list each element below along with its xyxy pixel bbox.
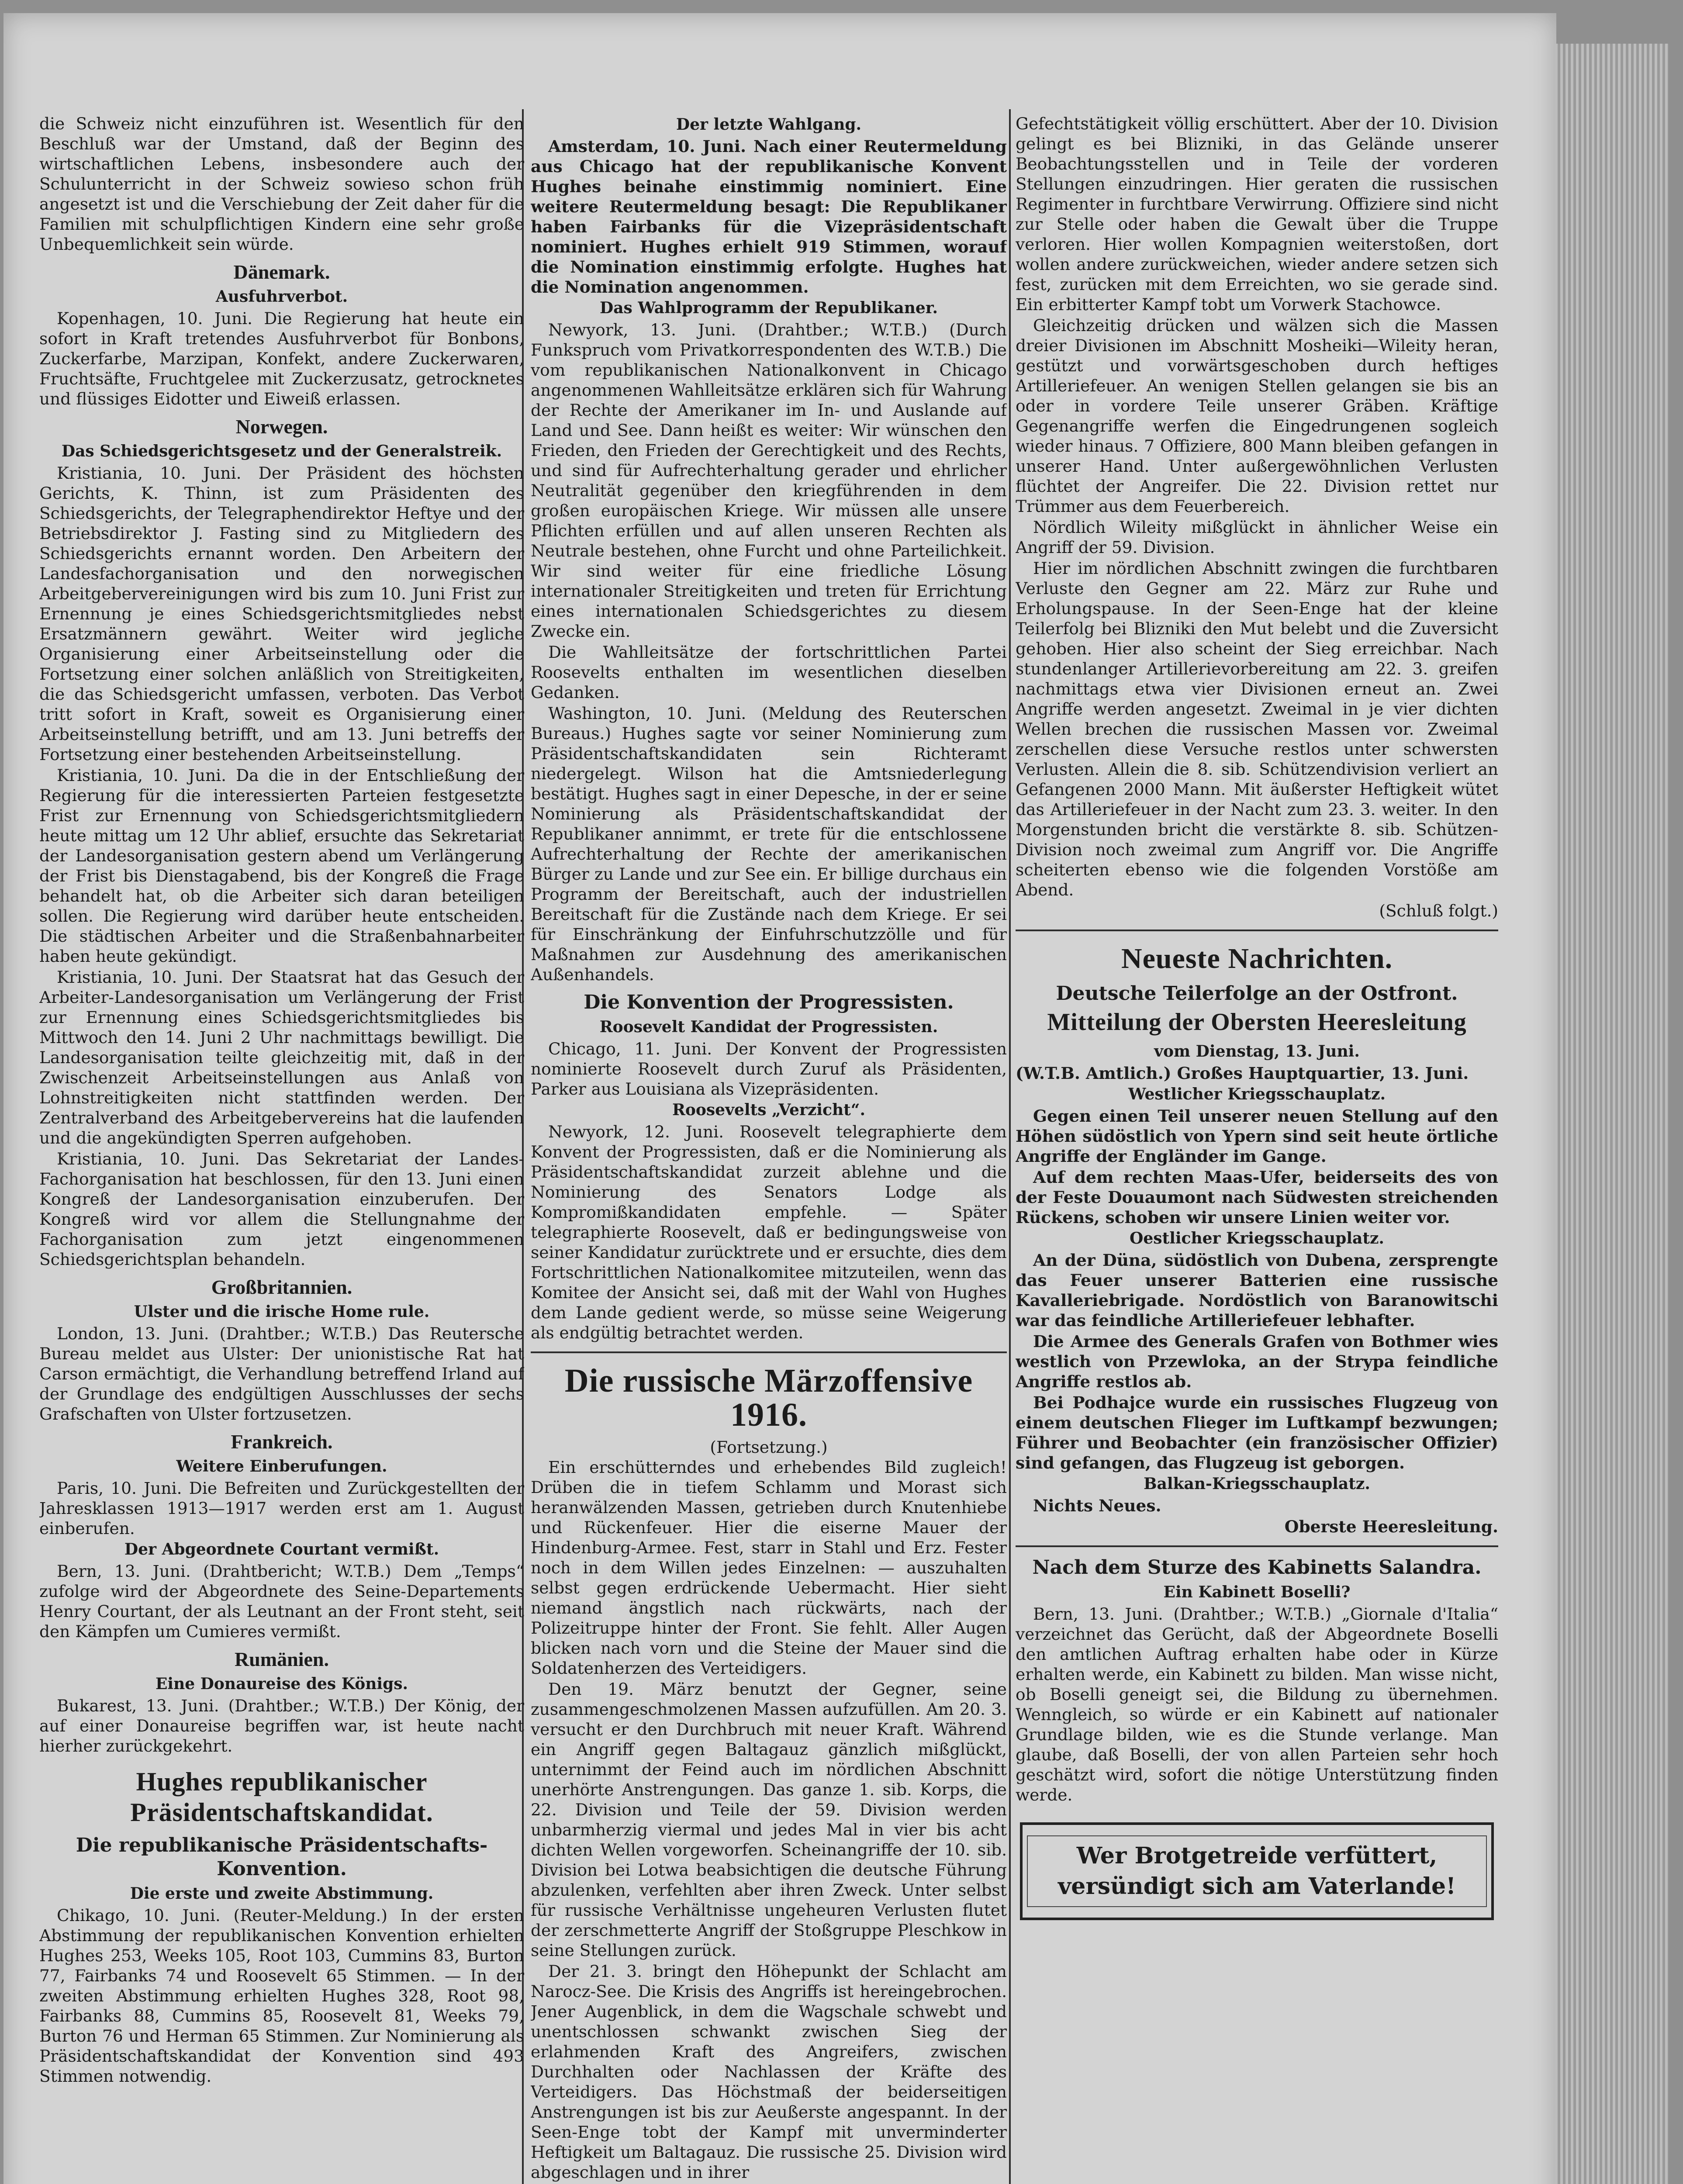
article-kristiania-4: Kristiania, 10. Juni. Das Sekretariat der Landes-Fachorganisation hat beschlossen, für den 13. Juni einen Kongreß der Landesorganisation einzuberufen. Der Kongreß wird vor allem die Stellungnahme der Fachorganisation zum jetzt eingenommenen Schiedsgerichtsplan behandeln. bbox=[39, 1149, 524, 1269]
headline-mitteilung: Mitteilung der Obersten Heeresleitung bbox=[1047, 1009, 1467, 1036]
article-newyork-13: Newyork, 13. Juni. (Drahtber.; W.T.B.) (Durch Funkspruch vom Privatkorrespondenten des W.T.B.) Die vom republikanischen Nationalkonvent in Chicago angenommenen Wahlleitsätze erklären sich für Wahrung der Rechte der Amerikaner im In- und Auslande auf Land und See. Dann heißt es weiter: Wir wünschen den Frieden, den Frieden der Gerechtigkeit und des Rechts, und sind für Aufrechterhaltung gerader und ehrlicher Neutralität gegenüber den kriegführenden in dem großen europäischen Kriege. Wir müssen alle unsere Pflichten erfüllen und auf allen unseren Rechten als Neutrale bestehen, ohne Furcht und ohne Parteilichkeit. Wir sind weiter für eine friedliche Lösung internationaler Streitigkeiten und treten für Errichtung eines internationalen Schiedsgerichtes zu diesem Zwecke ein. bbox=[531, 320, 1007, 641]
subheading-abstimmung: Die erste und zweite Abstimmung. bbox=[130, 1884, 434, 1903]
article-offensive-6: Nördlich Wileity mißglückt in ähnlicher Weise ein Angriff der 59. Division. bbox=[1016, 518, 1498, 557]
section-divider bbox=[531, 1351, 1007, 1353]
subheading-datum: vom Dienstag, 13. Juni. bbox=[1154, 1042, 1360, 1061]
subheading-einberufungen: Weitere Einberufungen. bbox=[176, 1457, 387, 1476]
subheading-donaureise: Eine Donaureise des Königs. bbox=[155, 1675, 408, 1693]
subheading-verzicht: Roosevelts „Verzicht“. bbox=[672, 1101, 866, 1119]
subheading-wahlgang: Der letzte Wahlgang. bbox=[676, 115, 862, 134]
article-west-1: Gegen einen Teil unserer neuen Stellung auf den Höhen südöstlich von Ypern sind seit heute örtliche Angriffe der Engländer im Gange. bbox=[1016, 1106, 1498, 1166]
subheading-boselli: Ein Kabinett Boselli? bbox=[1163, 1583, 1351, 1601]
subheading-westlicher: Westlicher Kriegsschauplatz. bbox=[1128, 1085, 1386, 1103]
article-bukarest: Bukarest, 13. Juni. (Drahtber.; W.T.B.) Der König, der auf einer Donaureise begriffen war, ist heute nacht hierher zurückgekehrt. bbox=[39, 1696, 524, 1755]
heading-rumaenien: Rumänien. bbox=[235, 1648, 329, 1670]
article-bern-boselli: Bern, 13. Juni. (Drahtber.; W.T.B.) „Giornale d'Italia“ verzeichnet das Gerücht, daß der Abgeordnete Boselli den amtlichen Auftrag erhalten habe oder in Kürze erhalten werde, ein Kabinett zu bilden. Man wisse nicht, ob Boselli geneigt sei, die Bildung zu übernehmen. Wenngleich, so würde er ein Kabinett auf nationaler Grundlage bilden, wie es die Stunde verlange. Man glaube, daß Boselli, der von allen Parteien sehr hoch geschätzt wird, sofort die nötige Unterstützung finden werde. bbox=[1016, 1604, 1498, 1804]
article-offensive-2: Den 19. März benutzt der Gegner, seine zusammengeschmolzenen Massen aufzufüllen. Am 20. 3. versucht er den Durchbruch mit neuer Kraft. Während ein Angriff gegen Baltagauz gänzlich mißglückt, unternimmt der Feind auch im nördlichen Abschnitt unerhörte Anstrengungen. Das ganze 1. sib. Korps, die 22. Division und Teile der 59. Division werden unbarmherzig viermal und jedes Mal in vier bis acht dichten Wellen vorgeworfen. Scheinangriffe der 10. sib. Division bei Lotwa beabsichtigen die deutsche Führung abzulenken, verfehlten aber ihren Zweck. Unter selbst für russische Verhältnisse ungeheuren Verlusten flutet der zerschmetterte Angriff der Stoßgruppe Pleschkow in seine Stellungen zurück. bbox=[531, 1679, 1007, 1960]
heading-progressisten: Die Konvention der Progressisten. bbox=[584, 991, 954, 1013]
article-kopenhagen: Kopenhagen, 10. Juni. Die Regierung hat heute ein sofort in Kraft tretendes Ausfuhrverbot für Bonbons, Zuckerfarbe, Marzipan, Konfekt, andere Zuckerwaren, Fruchtsäfte, Fruchtgelee mit Zuckerzusatz, getrocknetes und flüssiges Eidotter und Eiweiß erlassen. bbox=[39, 309, 524, 408]
heading-grossbritannien: Großbritannien. bbox=[211, 1276, 352, 1298]
subheading-roosevelt-kandidat: Roosevelt Kandidat der Progressisten. bbox=[599, 1018, 938, 1036]
subheading-ulster: Ulster und die irische Home rule. bbox=[134, 1303, 430, 1321]
article-amsterdam: Amsterdam, 10. Juni. Nach einer Reutermeldung aus Chicago hat der republikanische Konvent Hughes beinahe einstimmig nominiert. Eine weitere Reutermeldung besagt: Die Republikaner haben Fairbanks für die Vizepräsidentschaft nominiert. Hughes erhielt 919 Stimmen, worauf die Nomination einstimmig erfolgte. Hughes hat die Nomination angenommen. bbox=[531, 137, 1007, 297]
article-chicago: Chikago, 10. Juni. (Reuter-Meldung.) In der ersten Abstimmung der republikanischen Konvention erhielten Hughes 253, Weeks 105, Root 103, Cummins 83, Burton 77, Fairbanks 74 und Roosevelt 65 Stimmen. — In der zweiten Abstimmung erhielten Hughes 328, Root 98, Fairbanks 88, Cummins 85, Roosevelt 81, Weeks 79, Burton 76 und Herman 65 Stimmen. Zur Nominierung als Präsidentschaftskandidat der Konvention sind 493 Stimmen notwendig. bbox=[39, 1906, 524, 2086]
column-right bbox=[1016, 114, 1498, 2184]
section-divider-3 bbox=[1016, 1545, 1498, 1547]
column-rule-2 bbox=[1009, 109, 1011, 2184]
article-chicago-11: Chicago, 11. Juni. Der Konvent der Progressisten nominierte Roosevelt durch Zuruf als Präsidenten, Parker aus Louisiana als Vizepräsidenten. bbox=[531, 1039, 1007, 1099]
label-schluss-folgt: (Schluß folgt.) bbox=[1379, 901, 1498, 920]
column-left bbox=[39, 114, 524, 2184]
article-wahlleitsaetze: Die Wahlleitsätze der fortschrittlichen Partei Roosevelts enthalten im wesentlichen dieselben Gedanken. bbox=[531, 643, 1007, 702]
heading-norwegen: Norwegen. bbox=[235, 415, 328, 438]
article-washington: Washington, 10. Juni. (Meldung des Reuterschen Bureaus.) Hughes sagte vor seiner Nominierung zum Präsidentschaftskandidaten sein Richteramt niedergelegt. Wilson hat die Amtsniederlegung bestätigt. Hughes sagt in einer Depesche, in der er seine Nominierung als Präsidentschaftskandidat der Republikaner annimmt, er trete für die entschlossene Aufrechterhaltung der Rechte der amerikanischen Bürger zu Lande und zur See ein. Er billige durchaus ein Programm der Bereitschaft, auch der industriellen Bereitschaft für die Zustände nach dem Kriege. Er sei für Einschränkung der Einfuhrschutzzölle und für Maßnahmen zur Ausdehnung des amerikanischen Außenhandels. bbox=[531, 704, 1007, 984]
article-offensive-3: Der 21. 3. bringt den Höhepunkt der Schlacht am Narocz-See. Die Krisis des Angriffs ist hereingebrochen. Jener Augenblick, in dem die Wagschale schwebt und unentschlossen schwankt zwischen Sieg der erlahmenden Kraft des Angreifers, zwischen Durchhalten oder Nachlassen der Kräfte des Verteidigers. Das Höchstmaß der beiderseitigen Anstrengungen ist bis zur Aeußerste angespannt. In der Seen-Enge tobt der Kampf mit unverminderter Heftigkeit um Baltagauz. Die russische 25. Division wird abgeschlagen und in ihrer bbox=[531, 1962, 1007, 2182]
article-paris: Paris, 10. Juni. Die Befreiten und Zurückgestellten der Jahresklassen 1913—1917 werden erst am 1. August einberufen. bbox=[39, 1479, 524, 1538]
headline-salandra: Nach dem Sturze des Kabinetts Salandra. bbox=[1032, 1556, 1482, 1579]
subheading-oestlicher: Oestlicher Kriegsschauplatz. bbox=[1130, 1229, 1384, 1248]
label-fortsetzung: (Fortsetzung.) bbox=[710, 1438, 828, 1457]
subheading-ausfuhrverbot: Ausfuhrverbot. bbox=[215, 287, 348, 306]
headline-maerzoffensive: Die russische Märzoffensive 1916. bbox=[564, 1362, 973, 1433]
notice-box-brotgetreide bbox=[1020, 1822, 1494, 1920]
subheading-courtant: Der Abgeordnete Courtant vermißt. bbox=[124, 1540, 439, 1559]
intro-paragraph: die Schweiz nicht einzuführen ist. Wesentlich für den Beschluß war der Umstand, daß der Beginn des wirtschaftlichen Lebens, insbesondere auch der Schulunterricht in der Schweiz sowieso schon früh angesetzt ist und die Verschiebung der Zeit daher für die Familien mit schulpflichtigen Kindern eine sehr große Unbequemlichkeit sein würde. bbox=[39, 114, 524, 254]
article-ost-3: Bei Podhajce wurde ein russisches Flugzeug von einem deutschen Flieger im Luftkampf bezwungen; Führer und Beobachter (ein französischer Offizier) sind gefangen, das Flugzeug ist geborgen. bbox=[1016, 1393, 1498, 1472]
article-offensive-4: Gefechtstätigkeit völlig erschüttert. Aber der 10. Division gelingt es bei Blizniki, in das Gelände unserer Beobachtungsstellen und in Teile der vorderen Stellungen einzudringen. Hier geraten die russischen Regimenter in furchtbare Verwirrung. Offiziere sind nicht zur Stelle oder haben die Gewalt über die Truppe verloren. Hier wollen Kompagnien weiterstoßen, dort wollen andere zurückweichen, wieder andere setzen sich fest, zurücken mit dem Erreichten, wo sie gerade sind. Ein erbitterter Kampf tobt um Vorwerk Stachowce. bbox=[1016, 114, 1498, 314]
heading-frankreich: Frankreich. bbox=[231, 1431, 333, 1453]
notice-line-1: Wer Brotgetreide verfüttert, bbox=[1076, 1842, 1438, 1869]
section-divider-2 bbox=[1016, 930, 1498, 931]
article-london: London, 13. Juni. (Drahtber.; W.T.B.) Das Reutersche Bureau meldet aus Ulster: Der unionistische Rat hat Carson ermächtigt, die Verhandlung betreffend Irland auf der Grundlage des endgültigen Ausschlusses der sechs Grafschaften von Ulster fortzusetzen. bbox=[39, 1324, 524, 1424]
subheadline-konvention: Die republikanische Präsidentschafts-Konvention. bbox=[76, 1834, 488, 1880]
article-ost-1: An der Düna, südöstlich von Dubena, zersprengte das Feuer unserer Batterien eine russische Kavalleriebrigade. Nordöstlich von Baranowitschi war das feindliche Artilleriefeuer lebhafter. bbox=[1016, 1251, 1498, 1330]
article-offensive-5: Gleichzeitig drücken und wälzen sich die Massen dreier Divisionen im Abschnitt Mosheiki—Wileity heran, gestützt und vorwärtsgeschoben durch heftiges Artilleriefeuer. An wenigen Stellen gelangen sie bis an oder in vordere Teile unserer Gräben. Kräftige Gegenangriffe werfen die Eingedrungenen sogleich wieder hinaus. 7 Offiziere, 800 Mann bleiben gefangen in unserer Hand. Unter außergewöhnlichen Verlusten flüchtet der Angreifer. Die 22. Division rettet nur Trümmer aus dem Feuerbereich. bbox=[1016, 316, 1498, 516]
page-stack-edge bbox=[1555, 44, 1669, 2184]
article-kristiania-3: Kristiania, 10. Juni. Der Staatsrat hat das Gesuch der Arbeiter-Landesorganisation um Verlängerung der Frist zur Ernennung eines Schiedsgerichtsmitgliedes bis Mittwoch den 14. Juni 2 Uhr nachmittags bewilligt. Die Landesorganisation teilte gleichzeitig mit, daß in der Zwischenzeit Arbeitseinstellungen aus Anlaß von Lohnstreitigkeiten nicht stattfinden werden. Der Zentralverband des Arbeitgebervereins hat die laufenden und die angekündigten Sperren aufgehoben. bbox=[39, 968, 524, 1147]
subheading-schiedsgericht: Das Schiedsgerichtsgesetz und der Generalstreik. bbox=[61, 442, 502, 460]
subheading-wahlprogramm: Das Wahlprogramm der Republikaner. bbox=[600, 299, 938, 317]
column-middle bbox=[531, 114, 1007, 2184]
subheading-balkan: Balkan-Kriegsschauplatz. bbox=[1144, 1475, 1370, 1493]
headline-hughes: Hughes republikanischer Präsidentschaftskandidat. bbox=[130, 1767, 433, 1827]
label-wtb: (W.T.B. Amtlich.) Großes Hauptquartier, 13. Juni. bbox=[1016, 1064, 1469, 1083]
label-nichts-neues: Nichts Neues. bbox=[1033, 1496, 1161, 1515]
notice-line-2: versündigt sich am Vaterlande! bbox=[1058, 1873, 1456, 1900]
article-offensive-7: Hier im nördlichen Abschnitt zwingen die furchtbaren Verluste den Gegner am 22. März zur Ruhe und Erholungspause. In der Seen-Enge hat der kleine Teilerfolg bei Blizniki den Mut belebt und die Zuversicht gehoben. Hier also scheint der Sieg erreichbar. Nach stundenlanger Artillerievorbereitung am 22. 3. greifen nachmittags etwa vier Divisionen erneut an. Zwei Angriffe werden angesetzt. Zweimal in je vier dichten Wellen brechen die russischen Massen vor. Zweimal zerschellen diese Versuche restlos unter schwersten Verlusten. Allein die 8. sib. Schützendivision verliert an Gefangenen 2000 Mann. Mit äußerster Heftigkeit wütet das Artilleriefeuer in der Nacht zum 23. 3. weiter. In den Morgenstunden bricht die verstärkte 8. sib. Schützen-Division noch zweimal zum Angriff vor. Die Angriffe scheiterten ebenso wie die folgenden Vorstöße am Abend. bbox=[1016, 559, 1498, 899]
article-kristiania-2: Kristiania, 10. Juni. Da die in der Entschließung der Regierung für die interessierten Parteien festgesetzte Frist zur Ernennung von Schiedsgerichtsmitgliedern heute mittag um 12 Uhr ablief, ersuchte das Sekretariat der Landesorganisation gestern abend um Verlängerung der Frist bis Dienstagabend, bis der Kongreß die Frage behandelt hat, ob die Arbeiter sich daran beteiligen sollen. Die Regierung wird darüber heute entscheiden. Die städtischen Arbeiter und die Straßenbahnarbeiter haben heute gekündigt. bbox=[39, 766, 524, 966]
article-offensive-1: Ein erschütterndes und erhebendes Bild zugleich! Drüben die in tiefem Schlamm und Morast sich heranwälzenden Massen, getrieben durch Knutenhiebe und Rückenfeuer. Hier die eiserne Mauer der Hindenburg-Armee. Fest, starr in Stahl und Erz. Fester noch in dem Willen jedes Einzelnen: — auszuhalten selbst gegen erdrückende Uebermacht. Hier sieht niemand ängstlich nach rückwärts, nach der Polizeitruppe hinter der Front. Sie fehlt. Aller Augen blicken nach vorn und die Steine der Mauer sind die Soldatenherzen des Verteidigers. bbox=[531, 1458, 1007, 1678]
article-west-2: Auf dem rechten Maas-Ufer, beiderseits des von der Feste Douaumont nach Südwesten streichenden Rückens, schoben wir unsere Linien weiter vor. bbox=[1016, 1168, 1498, 1227]
headline-neueste-nachrichten: Neueste Nachrichten. bbox=[1121, 943, 1393, 975]
article-kristiania-1: Kristiania, 10. Juni. Der Präsident des höchsten Gerichts, K. Thinn, ist zum Präsidenten des Schiedsgerichts, der Telegraphendirektor Heftye und der Betriebsdirektor J. Fasting sind zu Mitgliedern des Schiedsgerichts ernannt worden. Den Arbeitern der Landesfachorganisation und den norwegischen Arbeitgebervereinigungen wird bis zum 10. Juni Frist zur Ernennung je eines Schiedsgerichtsmitgliedes nebst Ersatzmännern gewährt. Weiter wird jegliche Organisierung einer Arbeitseinstellung oder die Fortsetzung einer solchen anläßlich von Streitigkeiten, die das Schiedsgericht umfassen, verboten. Das Verbot tritt sofort in Kraft, soweit es Organisierung einer Arbeitseinstellung betrifft, und am 13. Juni betreffs der Fortsetzung einer bestehenden Arbeitseinstellung. bbox=[39, 463, 524, 764]
heading-daenemark: Dänemark. bbox=[233, 261, 330, 283]
headline-teilerfolge: Deutsche Teilerfolge an der Ostfront. bbox=[1056, 982, 1458, 1005]
article-newyork-12: Newyork, 12. Juni. Roosevelt telegraphierte dem Konvent der Progressisten, daß er die Nominierung als Präsidentschaftskandidat zurzeit ablehne und die Nominierung des Senators Lodge als Kompromißkandidaten empfehle. — Später telegraphierte Roosevelt, daß er bedingungsweise von seiner Kandidatur zurücktrete und er ersuchte, dies dem Fortschrittlichen Nationalkomitee mitzuteilen, wenn das Komitee der Ansicht sei, daß mit der Wahl von Hughes dem Lande gedient werde, so müsse seine Weigerung als endgültig betrachtet werden. bbox=[531, 1122, 1007, 1342]
label-oberste-heeresleitung: Oberste Heeresleitung. bbox=[1284, 1517, 1498, 1536]
article-bern: Bern, 13. Juni. (Drahtbericht; W.T.B.) Dem „Temps“ zufolge wird der Abgeordnete des Seine-Departements Henry Courtant, der als Leutnant an der Front steht, seit den Kämpfen um Cumieres vermißt. bbox=[39, 1562, 524, 1641]
article-ost-2: Die Armee des Generals Grafen von Bothmer wies westlich von Przewloka, an der Strypa feindliche Angriffe restlos ab. bbox=[1016, 1332, 1498, 1391]
